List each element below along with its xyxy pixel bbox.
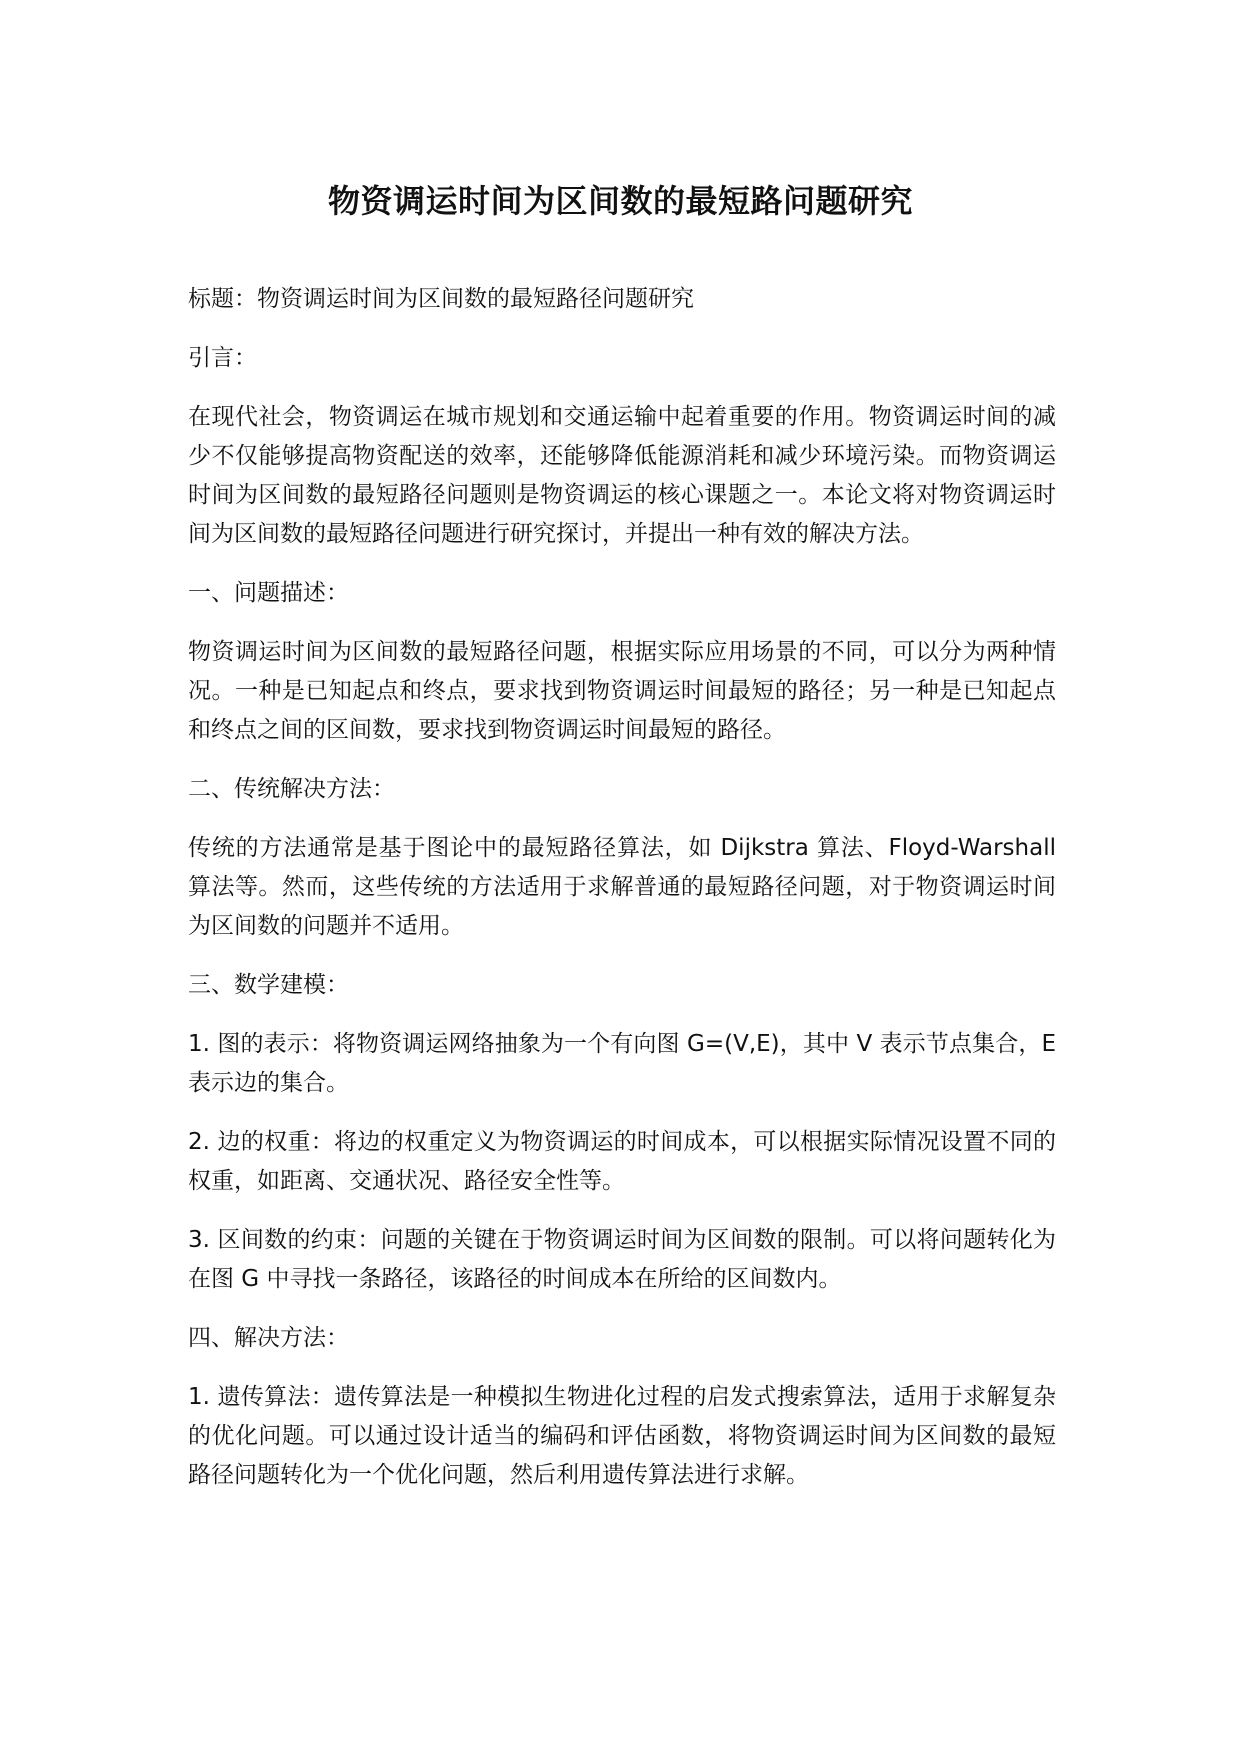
paragraph-traditional: 传统的方法通常是基于图论中的最短路径算法，如 Dijkstra 算法、Floyd-Warshall 算法等。然而，这些传统的方法适用于求解普通的最短路径问题，对于物资调运时间为区间数的问题并不适用。 [188,835,1056,939]
paragraph-intro-label: 引言： [188,345,257,371]
document-body [188,280,1056,1515]
paragraph-modeling-2: 2. 边的权重：将边的权重定义为物资调运的时间成本，可以根据实际情况设置不同的权重，如距离、交通状况、路径安全性等。 [188,1129,1056,1194]
section-heading-problem: 一、问题描述： [188,580,349,606]
paragraph-heading: 标题：物资调运时间为区间数的最短路径问题研究 [188,286,694,312]
section-heading-solution: 四、解决方法： [188,1325,349,1351]
paragraph-modeling-1: 1. 图的表示：将物资调运网络抽象为一个有向图 G=(V,E)，其中 V 表示节点集合，E 表示边的集合。 [188,1031,1056,1096]
paragraph-problem: 物资调运时间为区间数的最短路径问题，根据实际应用场景的不同，可以分为两种情况。一种是已知起点和终点，要求找到物资调运时间最短的路径；另一种是已知起点和终点之间的区间数，要求找到物资调运时间最短的路径。 [188,639,1056,743]
paragraph-intro: 在现代社会，物资调运在城市规划和交通运输中起着重要的作用。物资调运时间的减少不仅能够提高物资配送的效率，还能够降低能源消耗和减少环境污染。而物资调运时间为区间数的最短路径问题则是物资调运的核心课题之一。本论文将对物资调运时间为区间数的最短路径问题进行研究探讨，并提出一种有效的解决方法。 [188,404,1056,547]
document-title: 物资调运时间为区间数的最短路问题研究 [327,182,913,220]
section-heading-modeling: 三、数学建模： [188,972,349,998]
paragraph-modeling-3: 3. 区间数的约束：问题的关键在于物资调运时间为区间数的限制。可以将问题转化为在图 G 中寻找一条路径，该路径的时间成本在所给的区间数内。 [188,1227,1056,1292]
paragraph-solution-1: 1. 遗传算法：遗传算法是一种模拟生物进化过程的启发式搜索算法，适用于求解复杂的优化问题。可以通过设计适当的编码和评估函数，将物资调运时间为区间数的最短路径问题转化为一个优化问题，然后利用遗传算法进行求解。 [188,1384,1056,1488]
section-heading-traditional: 二、传统解决方法： [188,776,395,802]
